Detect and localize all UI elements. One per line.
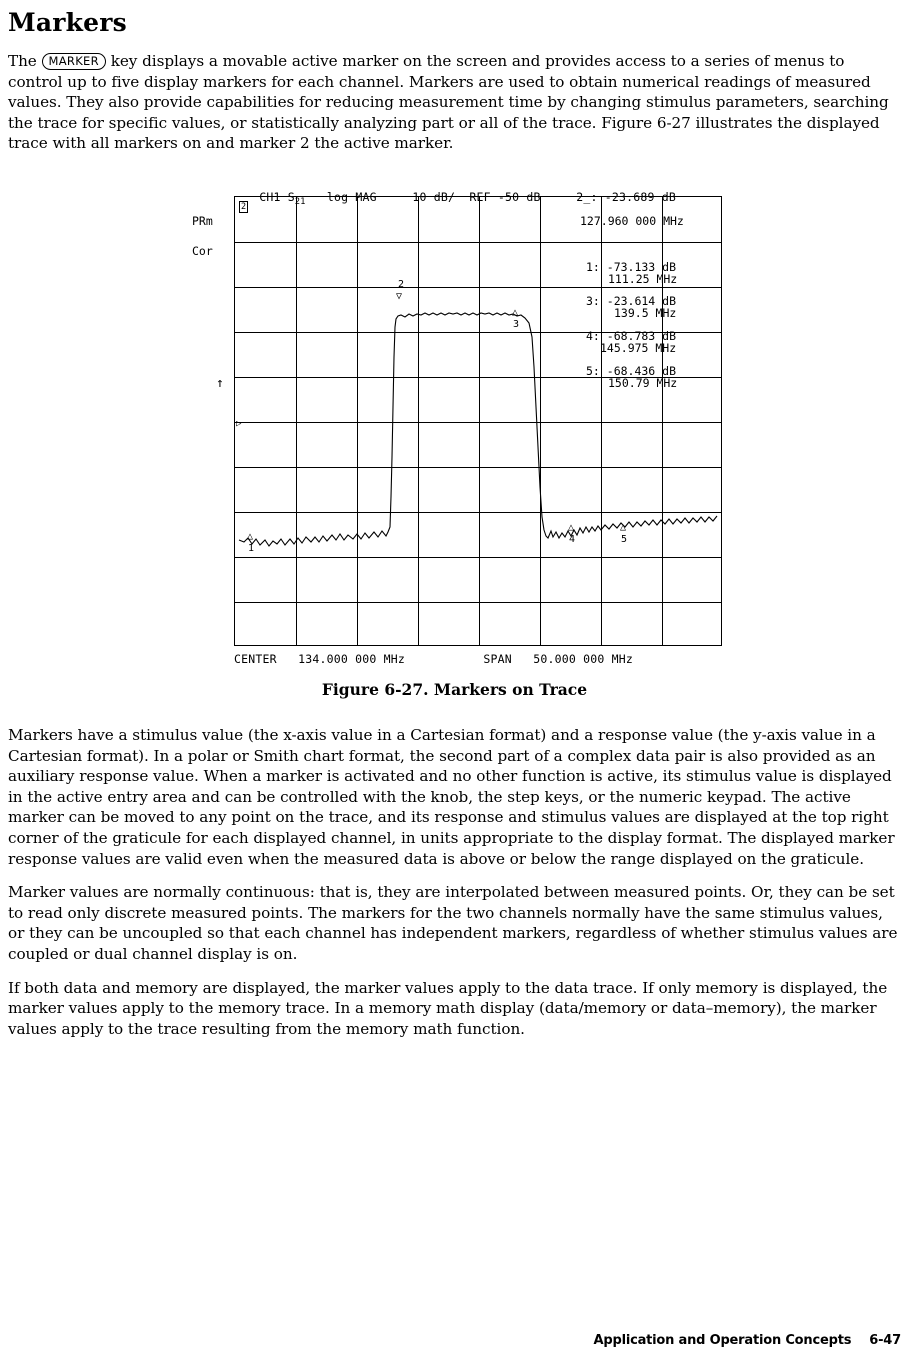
spacer-8 — [512, 652, 533, 666]
footer-page-number: 6-47 — [869, 1333, 901, 1348]
page-footer — [0, 1333, 901, 1348]
marker-4-frequency: 145.975 MHz — [600, 340, 677, 355]
marker-3-frequency: 139.5 MHz — [614, 305, 677, 320]
page-content — [8, 8, 901, 1052]
reference-arrow-icon: ↑ — [216, 375, 224, 391]
marker-flag-3-label: 3 — [513, 318, 520, 330]
parameter-subscript: 21 — [294, 196, 306, 207]
scale-label: 10 dB/ — [412, 189, 456, 204]
marker-5-frequency: 150.79 MHz — [608, 375, 678, 390]
paragraph-intro — [8, 51, 901, 154]
left-label-cor: Cor — [192, 243, 213, 258]
reference-label: REF -50 dB — [469, 189, 541, 204]
marker-flag-5-icon: △ — [620, 521, 627, 533]
active-marker-box: 2 — [241, 201, 247, 212]
paragraph-intro-pre: The — [8, 52, 42, 70]
marker-flag-4-icon: △ — [568, 521, 575, 533]
channel-label: CH1 — [259, 189, 281, 204]
vna-left-labels — [188, 196, 232, 646]
marker-1-frequency: 111.25 MHz — [608, 271, 678, 286]
active-marker-readout: 2_: -23.689 dB — [576, 189, 676, 204]
paragraph-intro-post: key displays a movable active marker on the screen and provides access to a series of menus to control up to five display markers for each channel. Markers are used to obtain numerical readings of measured values. They also provide capabilities for reducing measurement time by changing stimulus parameters, searching the trace for specific values, or statistically analyzing part or all of the trace. Figure 6-27 illustrates the displayed trace with all markers on and marker 2 the active marker. — [8, 52, 889, 153]
marker-flag-5-label: 5 — [621, 533, 628, 545]
center-value: 134.000 000 MHz — [298, 651, 405, 666]
paragraph-continuous: Marker values are normally continuous: that is, they are interpolated between measured points. Or, they can be set to read only discrete measured points. The markers for the two channels normally have the same stimulus values, or they can be uncoupled so that each channel has independent markers, regardless of whether stimulus values are coupled or dual channel display is on. — [8, 883, 898, 963]
page-title: Markers — [8, 8, 127, 37]
marker-flag-1-icon: △ — [247, 530, 254, 542]
marker-1-value: 1: -73.133 dB — [586, 259, 677, 274]
marker-key-label: MARKER — [42, 53, 106, 70]
span-label: SPAN — [483, 651, 512, 666]
spacer-6 — [277, 652, 298, 666]
spacer-7 — [405, 652, 483, 666]
marker-4-value: 4: -68.783 dB — [586, 328, 677, 343]
format-label: log MAG — [326, 189, 377, 204]
marker-flag-3-icon: △ — [512, 306, 519, 318]
vna-display — [188, 176, 748, 666]
vna-status-line — [188, 176, 748, 207]
marker-3-value: 3: -23.614 dB — [586, 293, 677, 308]
paragraph-marker-values: Markers have a stimulus value (the x-axis value in a Cartesian format) and a response value (the y-axis value in a Cartesian format). In a polar or Smith chart format, the second part of a complex data pair is also provided as an auxiliary response value. When a marker is activated and no other function is active, its stimulus value is displayed in the active entry area and can be controlled with the knob, the step keys, or the numeric keypad. The active marker can be moved to any point on the trace, and its response and stimulus values are displayed at the top right corner of the graticule for each displayed channel, in units appropriate to the display format. The displayed marker response values are valid even when the measured data is above or below the range displayed on the graticule. — [8, 725, 895, 868]
figure-markers-on-trace — [8, 176, 901, 676]
marker-flag-2-icon: ▽ — [396, 290, 403, 302]
vna-stimulus-line — [234, 652, 633, 666]
footer-title: Application and Operation Concepts — [593, 1333, 852, 1348]
figure-caption: Figure 6-27. Markers on Trace — [321, 679, 588, 699]
marker-flag-1-label: 1 — [248, 542, 255, 554]
marker-flag-2-label: 2 — [398, 278, 405, 290]
paragraph-memory: If both data and memory are displayed, the marker values apply to the data trace. If only memory is displayed, the marker values apply to the memory trace. In a memory math display (data/memory or data–memory), the marker values apply to the trace resulting from the memory math function. — [8, 978, 888, 1038]
marker-flag-4-label: 4 — [569, 533, 576, 545]
spacer-block — [8, 699, 901, 725]
center-label: CENTER — [234, 651, 277, 666]
span-value: 50.000 000 MHz — [533, 651, 633, 666]
left-label-prm: PRm — [192, 213, 213, 228]
marker-5-value: 5: -68.436 dB — [586, 363, 677, 378]
parameter-label: S — [287, 189, 295, 204]
active-marker-frequency: 127.960 000 MHz — [580, 213, 684, 228]
reference-position-marker-icon: ▷ — [236, 418, 242, 429]
